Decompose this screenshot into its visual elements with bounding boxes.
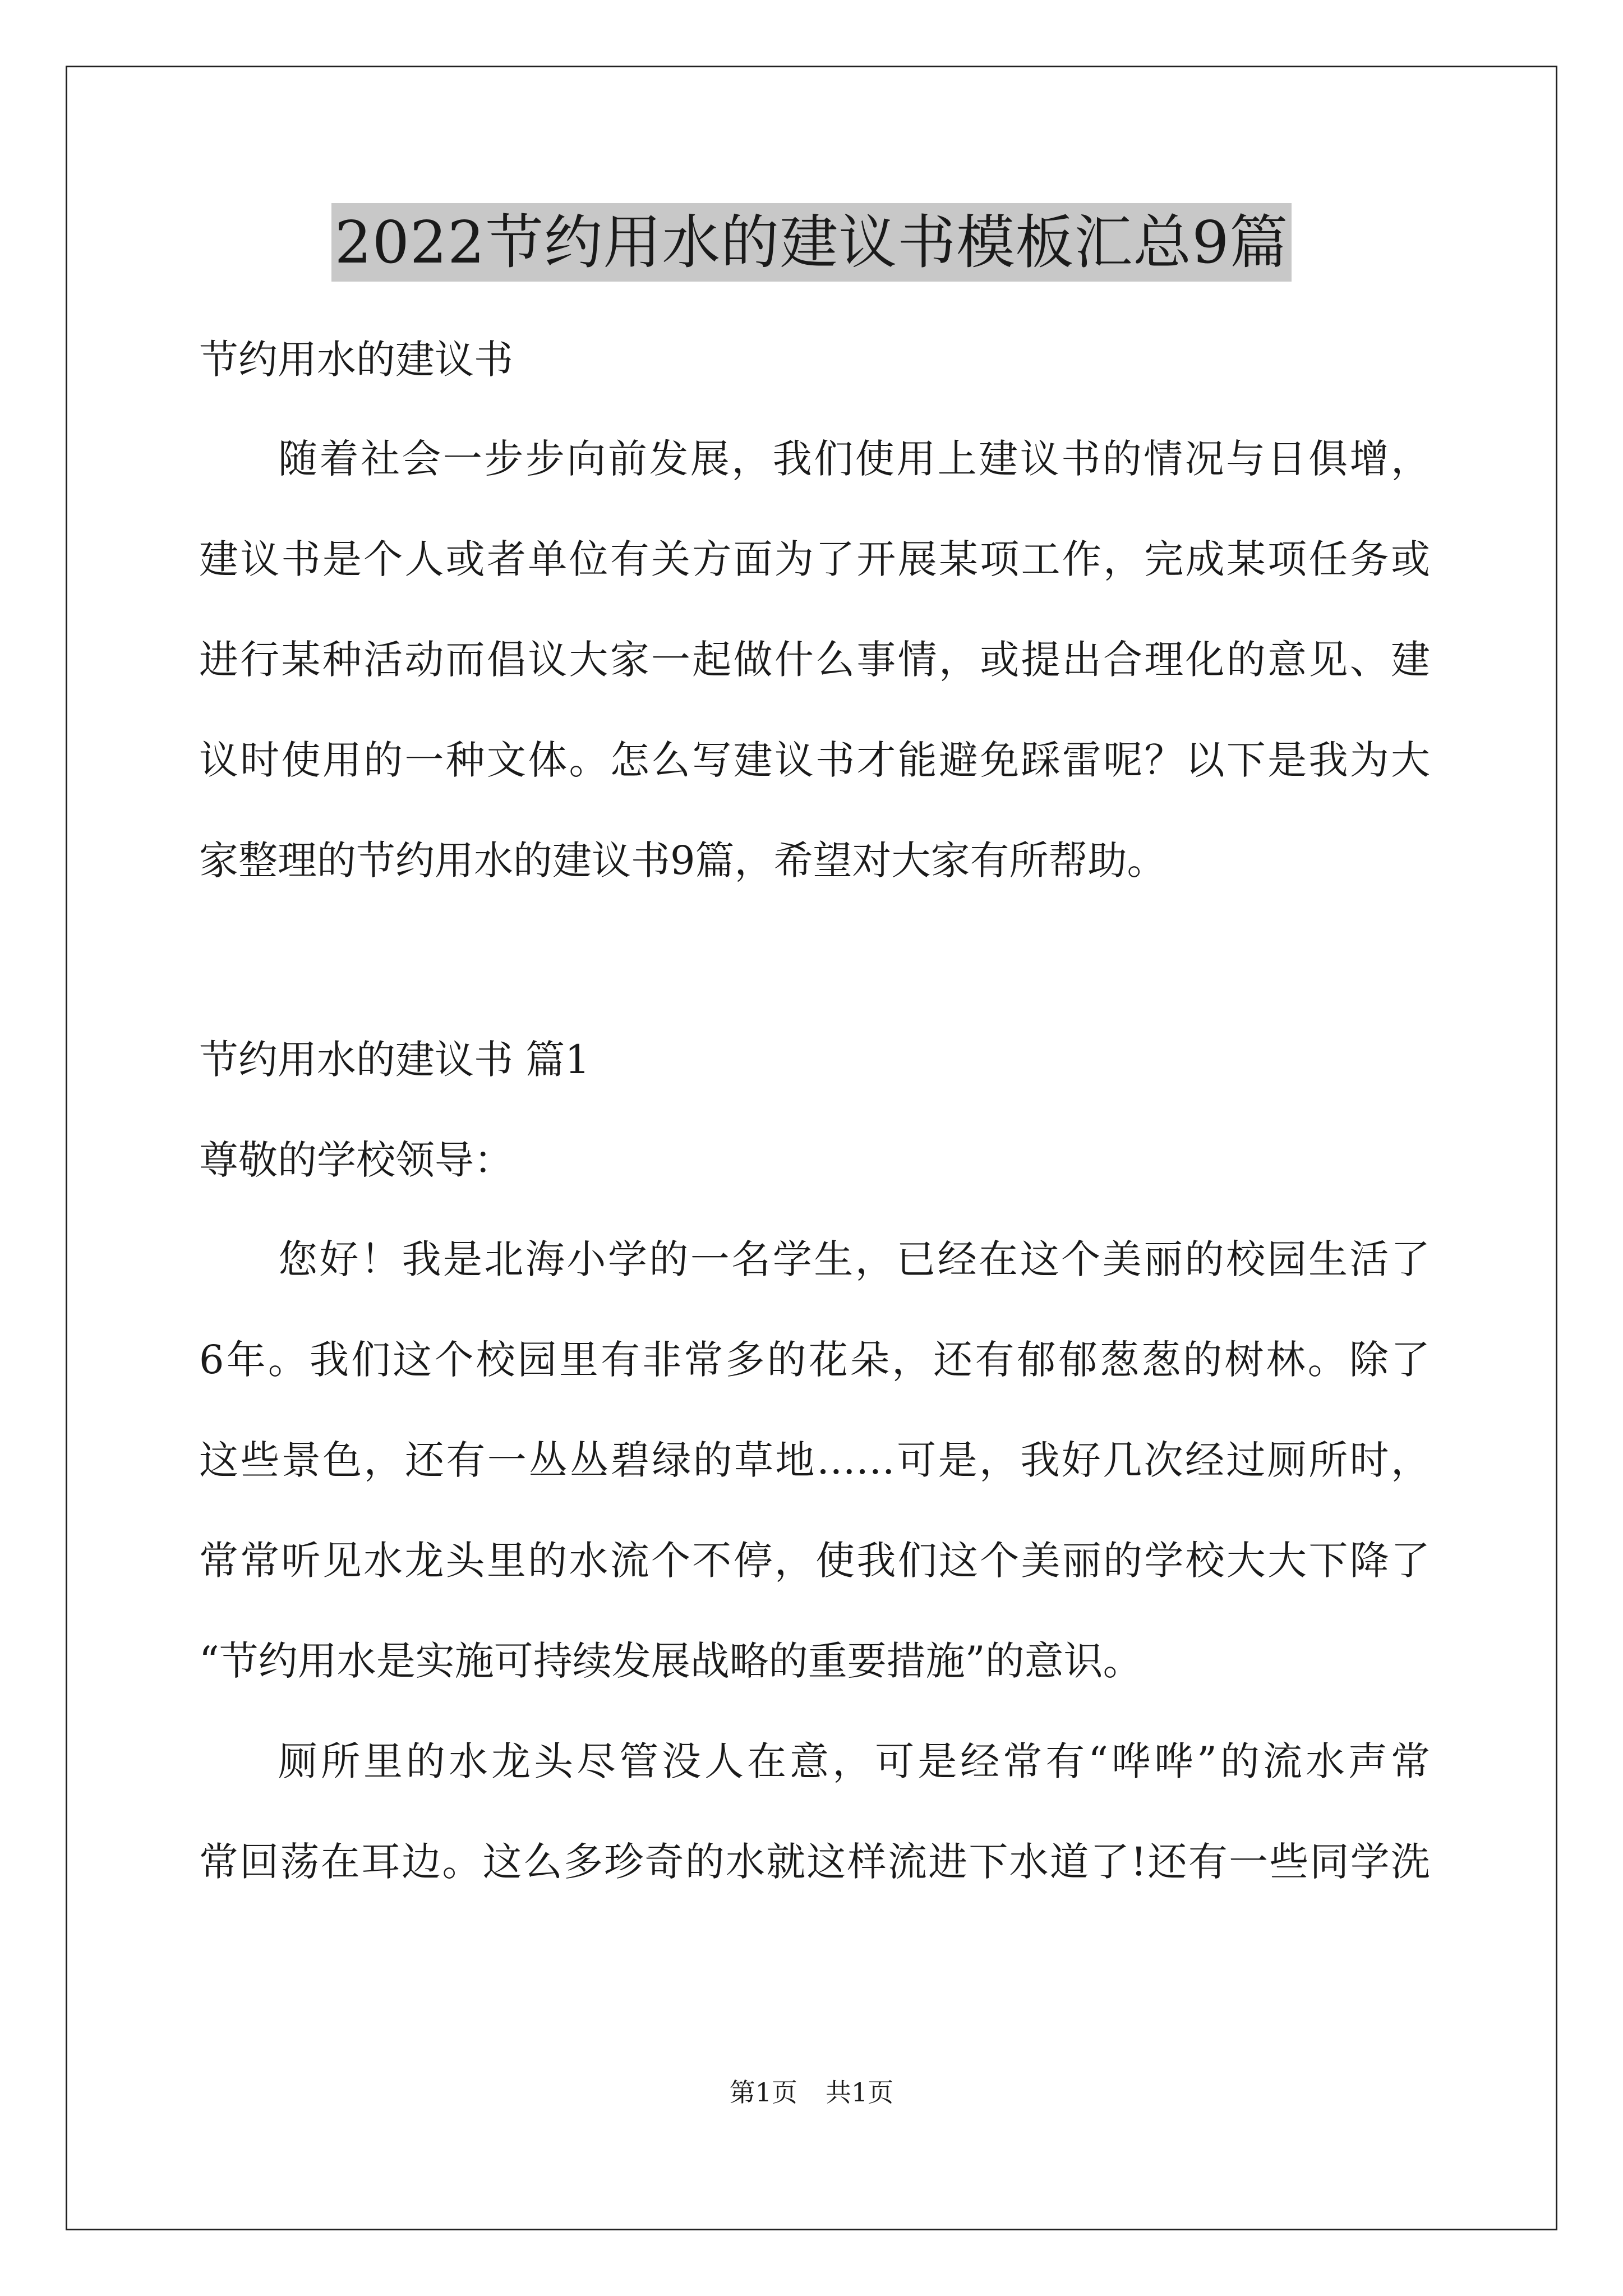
para1-line-5: “节约用水是实施可持续发展战略的重要措施”的意识。 (199, 1638, 1142, 1684)
intro-line-5: 家整理的节约用水的建议书9篇，希望对大家有所帮助。 (199, 838, 1166, 884)
page-total: 共1页 (826, 2077, 894, 2108)
para2-line-1: 厕所里的水龙头尽管没人在意，可是经常有“哗哗”的流水声常 (278, 1738, 1430, 1784)
intro-line-4: 议时使用的一种文体。怎么写建议书才能避免踩雷呢？以下是我为大 (199, 737, 1430, 783)
section-heading: 节约用水的建议书 篇1 (199, 1037, 590, 1083)
para1-line-1: 您好！我是北海小学的一名学生，已经在这个美丽的校园生活了 (278, 1236, 1430, 1282)
intro-heading: 节约用水的建议书 (199, 337, 513, 383)
document-title: 2022节约用水的建议书模板汇总9篇 (331, 203, 1292, 282)
para1-line-3: 这些景色，还有一丛丛碧绿的草地……可是，我好几次经过厕所时， (199, 1437, 1430, 1483)
intro-line-1: 随着社会一步步向前发展，我们使用上建议书的情况与日俱增， (278, 436, 1430, 482)
page-number: 第1页 (729, 2077, 797, 2108)
para1-line-2: 6年。我们这个校园里有非常多的花朵，还有郁郁葱葱的树林。除了 (199, 1337, 1430, 1383)
intro-line-3: 进行某种活动而倡议大家一起做什么事情，或提出合理化的意见、建 (199, 637, 1430, 683)
para2-line-2: 常回荡在耳边。这么多珍奇的水就这样流进下水道了!还有一些同学洗 (199, 1839, 1430, 1885)
para1-line-4: 常常听见水龙头里的水流个不停，使我们这个美丽的学校大大下降了 (199, 1538, 1430, 1584)
salutation: 尊敬的学校领导： (199, 1137, 513, 1183)
intro-line-2: 建议书是个人或者单位有关方面为了开展某项工作，完成某项任务或 (199, 536, 1430, 582)
page-footer (0, 2076, 1623, 2109)
title-container (0, 203, 1623, 282)
